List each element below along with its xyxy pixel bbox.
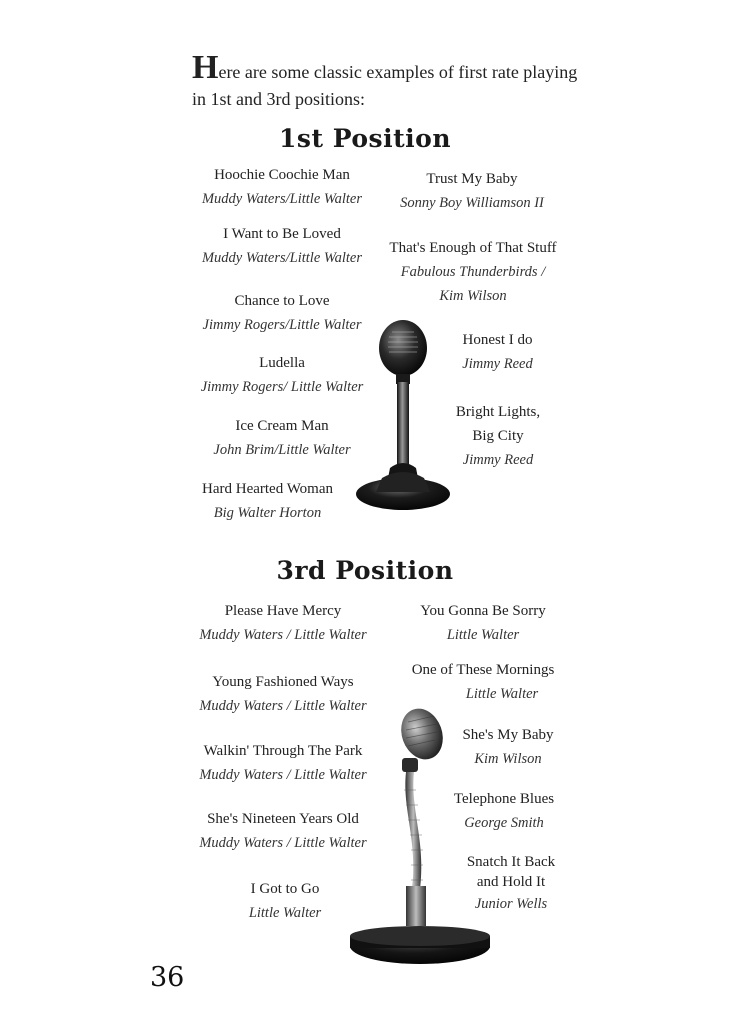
song-entry bbox=[190, 163, 374, 211]
song-artist: Jimmy Reed bbox=[462, 452, 534, 468]
song-title: She's My Baby bbox=[462, 727, 554, 743]
song-artist: Muddy Waters / Little Walter bbox=[199, 627, 367, 643]
song-artist: Muddy Waters/Little Walter bbox=[201, 191, 363, 207]
intro-text: ere are some classic examples of first rate playing in 1st and 3rd positions: bbox=[192, 62, 578, 109]
song-title: One of These Mornings bbox=[411, 662, 555, 678]
gooseneck-microphone-icon bbox=[344, 700, 496, 968]
song-artist: John Brim/Little Walter bbox=[213, 442, 351, 458]
song-title: Trust My Baby bbox=[426, 171, 518, 187]
page-number: 36 bbox=[150, 962, 185, 993]
song-artist: Junior Wells bbox=[474, 896, 548, 912]
song-entry bbox=[398, 599, 568, 647]
song-entry bbox=[185, 477, 350, 525]
song-title: Hoochie Coochie Man bbox=[214, 167, 350, 183]
song-title: Ludella bbox=[259, 355, 305, 371]
song-artist: Muddy Waters / Little Walter bbox=[199, 767, 367, 783]
song-entry bbox=[398, 658, 568, 706]
song-title: I Want to Be Loved bbox=[223, 226, 341, 242]
intro-dropcap: H bbox=[192, 49, 219, 86]
song-title: Walkin' Through The Park bbox=[203, 743, 363, 759]
song-artist: Muddy Waters/Little Walter bbox=[201, 250, 363, 266]
song-title: That's Enough of That Stuff bbox=[389, 240, 557, 256]
song-title: Please Have Mercy bbox=[224, 603, 342, 619]
song-entry bbox=[210, 877, 360, 925]
song-title: Snatch It Back and Hold It bbox=[466, 854, 556, 890]
song-artist: Jimmy Rogers/Little Walter bbox=[202, 317, 362, 333]
song-title: Bright Lights, Big City bbox=[455, 404, 541, 444]
song-artist: Muddy Waters / Little Walter bbox=[199, 835, 367, 851]
song-title: Ice Cream Man bbox=[235, 418, 329, 434]
song-title: Honest I do bbox=[462, 332, 533, 348]
song-artist: Little Walter bbox=[465, 686, 539, 702]
song-entry bbox=[440, 328, 555, 376]
song-artist: Jimmy Reed bbox=[462, 356, 533, 372]
song-entry bbox=[190, 222, 374, 270]
song-entry bbox=[380, 236, 566, 308]
vintage-desk-microphone-icon bbox=[352, 318, 454, 512]
song-artist: Big Walter Horton bbox=[213, 505, 322, 521]
song-entry bbox=[190, 599, 376, 647]
section-heading-3rd-position: 3rd Position bbox=[276, 556, 454, 585]
song-entry bbox=[438, 400, 558, 472]
song-artist: Jimmy Rogers/ Little Walter bbox=[200, 379, 364, 395]
song-title: Chance to Love bbox=[234, 293, 330, 309]
song-artist: Sonny Boy Williamson II bbox=[400, 195, 544, 211]
song-entry bbox=[190, 289, 374, 337]
song-artist: Little Walter bbox=[446, 627, 520, 643]
song-artist: George Smith bbox=[464, 815, 544, 831]
song-title: Young Fashioned Ways bbox=[212, 674, 354, 690]
song-title: Hard Hearted Woman bbox=[202, 481, 333, 497]
song-artist: Kim Wilson bbox=[474, 751, 542, 767]
song-entry bbox=[382, 167, 562, 215]
song-entry bbox=[190, 351, 374, 399]
song-entry bbox=[190, 414, 374, 462]
song-title: She's Nineteen Years Old bbox=[207, 811, 359, 827]
song-title: I Got to Go bbox=[250, 881, 320, 897]
song-artist: Muddy Waters / Little Walter bbox=[199, 698, 367, 714]
song-title: Telephone Blues bbox=[453, 791, 555, 807]
song-title: You Gonna Be Sorry bbox=[420, 603, 546, 619]
intro-paragraph bbox=[192, 49, 582, 113]
song-artist: Little Walter bbox=[248, 905, 322, 921]
section-heading-1st-position: 1st Position bbox=[279, 124, 451, 153]
song-artist: Fabulous Thunderbirds / Kim Wilson bbox=[400, 264, 546, 304]
